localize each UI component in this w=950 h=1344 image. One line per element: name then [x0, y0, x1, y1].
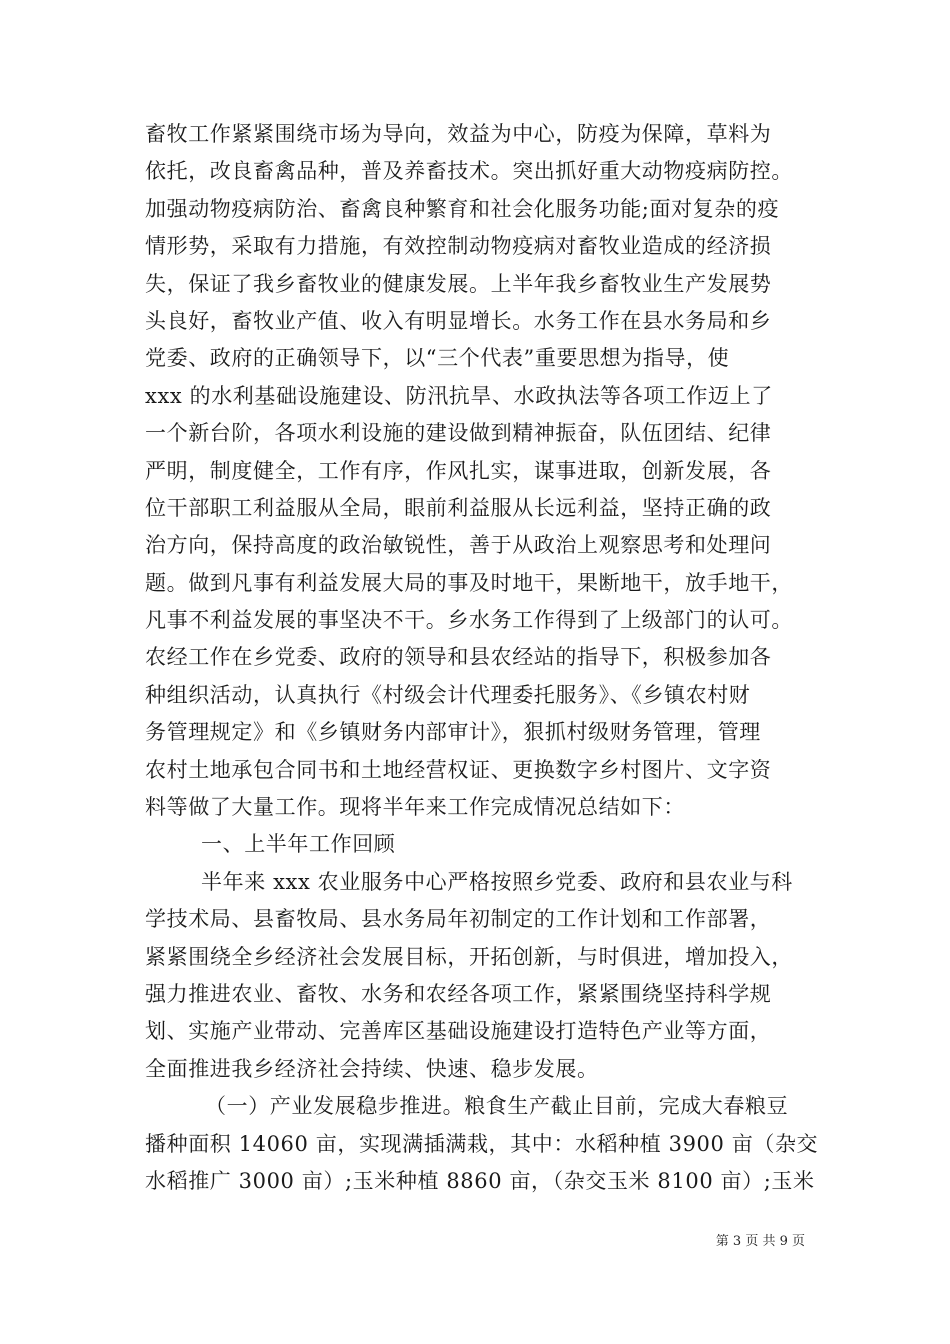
- text-line: 头良好，畜牧业产值、收入有明显增长。水务工作在县水务局和乡: [145, 308, 772, 333]
- text-line: 治方向，保持高度的政治敏锐性，善于从政治上观察思考和处理问: [145, 533, 772, 558]
- text-line: 种组织活动，认真执行《村级会计代理委托服务》、《乡镇农村财: [145, 682, 751, 707]
- section-heading: 一、上半年工作回顾: [201, 832, 396, 857]
- body-text: [145, 116, 825, 1200]
- text-line: 依托，改良畜禽品种，普及养畜技术。突出抓好重大动物疫病防控。: [145, 159, 793, 184]
- text-line: 水稻推广 3000 亩）;玉米种植 8860 亩，（杂交玉米 8100 亩）;玉米: [145, 1168, 815, 1193]
- text-line: 紧紧围绕全乡经济社会发展目标，开拓创新，与时俱进，增加投入，: [145, 944, 793, 969]
- text-line: 务管理规定》和《乡镇财务内部审计》，狠抓村级财务管理，管理: [145, 720, 761, 745]
- subsection-line: （一）产业发展稳步推进。粮食生产截止目前，完成大春粮豆: [205, 1094, 789, 1119]
- text-line: xxx 的水利基础设施建设、防汛抗旱、水政执法等各项工作迈上了: [145, 383, 773, 408]
- text-line: 半年来 xxx 农业服务中心严格按照乡党委、政府和县农业与科: [201, 869, 793, 894]
- text-line: 情形势，采取有力措施，有效控制动物疫病对畜牧业造成的经济损: [145, 234, 772, 259]
- text-line: 划、实施产业带动、完善库区基础设施建设打造特色产业等方面，: [145, 1019, 772, 1044]
- text-line: 料等做了大量工作。现将半年来工作完成情况总结如下：: [145, 795, 685, 820]
- text-line: 一个新台阶，各项水利设施的建设做到精神振奋，队伍团结、纪律: [145, 421, 772, 446]
- text-line: 学技术局、县畜牧局、县水务局年初制定的工作计划和工作部署，: [145, 907, 772, 932]
- text-line: 凡事不利益发展的事坚决不干。乡水务工作得到了上级部门的认可。: [145, 608, 793, 633]
- text-line: 加强动物疫病防治、畜禽良种繁育和社会化服务功能;面对复杂的疫: [145, 196, 780, 221]
- text-line: 位干部职工利益服从全局，眼前利益服从长远利益，坚持正确的政: [145, 495, 772, 520]
- page-number-footer: 第 3 页 共 9 页: [715, 1234, 805, 1249]
- text-line: 题。做到凡事有利益发展大局的事及时地干，果断地干，放手地干，: [145, 570, 793, 595]
- text-line: 农村土地承包合同书和土地经营权证、更换数字乡村图片、文字资: [145, 757, 772, 782]
- text-line: 强力推进农业、畜牧、水务和农经各项工作，紧紧围绕坚持科学规: [145, 981, 772, 1006]
- text-line: 畜牧工作紧紧围绕市场为导向，效益为中心，防疫为保障，草料为: [145, 122, 772, 146]
- text-line: 失，保证了我乡畜牧业的健康发展。上半年我乡畜牧业生产发展势: [145, 271, 772, 296]
- text-line: 农经工作在乡党委、政府的领导和县农经站的指导下，积极参加各: [145, 645, 772, 670]
- text-line: 严明，制度健全，工作有序，作风扎实，谋事进取，创新发展，各: [145, 458, 772, 483]
- text-line: 全面推进我乡经济社会持续、快速、稳步发展。: [145, 1056, 599, 1081]
- text-line: 播种面积 14060 亩，实现满插满栽，其中：水稻种植 3900 亩（杂交: [145, 1131, 819, 1156]
- text-line: 党委、政府的正确领导下，以“三个代表”重要思想为指导，使: [145, 346, 730, 371]
